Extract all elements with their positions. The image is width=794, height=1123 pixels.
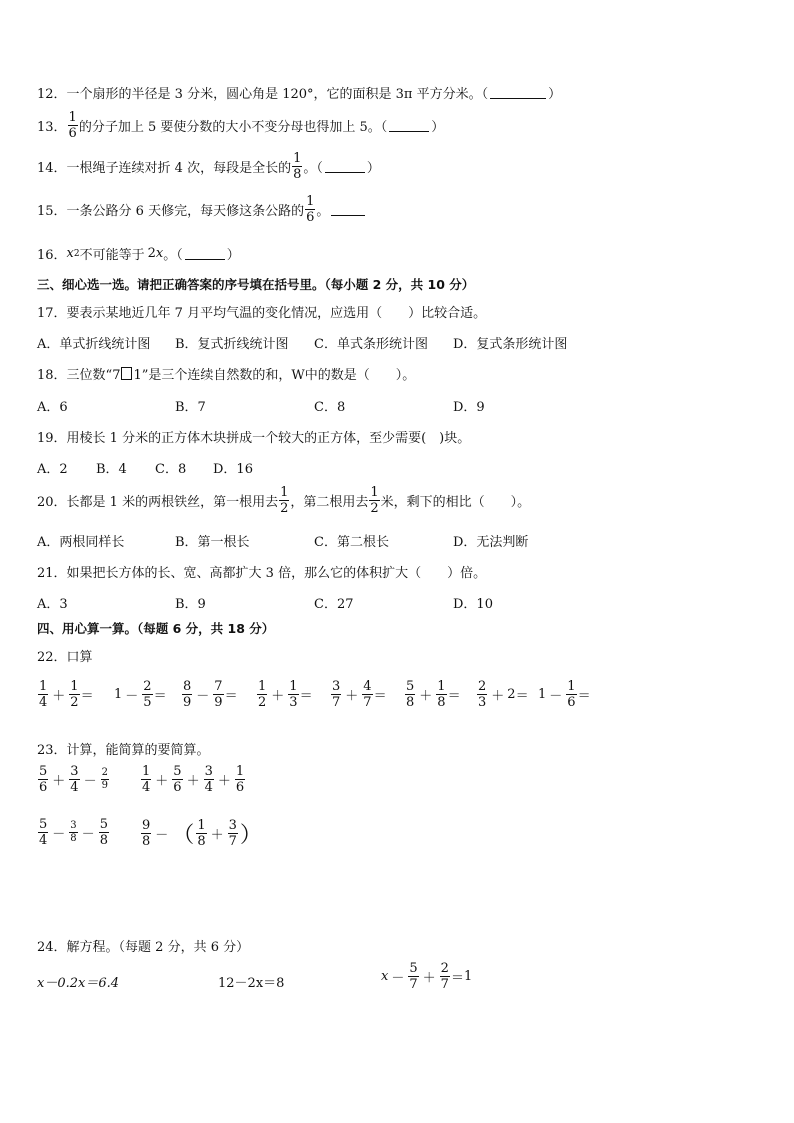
question-20: [37, 486, 530, 515]
q21-option-d[interactable]: D．10: [453, 597, 493, 612]
q21-option-c[interactable]: C．27: [314, 597, 354, 612]
frac-denominator: 4: [39, 833, 48, 848]
q20-text-b: ，第二根用去: [290, 495, 369, 510]
math-token: ＝: [577, 689, 591, 704]
fraction: [566, 680, 576, 709]
q18-text-a: 18．三位数“7: [37, 368, 121, 383]
operator: －: [52, 827, 66, 842]
q24-equation-1: x－0.2x＝6.4: [37, 976, 120, 991]
operator: ＋: [419, 689, 433, 704]
q16-text: 不可能等于: [79, 248, 145, 263]
q23-expr-3: [37, 818, 110, 847]
q13-frac-den: 6: [68, 126, 77, 141]
operator: ＋: [271, 689, 285, 704]
q20-fraction-2: [369, 486, 379, 515]
frac-denominator: 6: [173, 780, 182, 795]
q22-expr-8: [538, 680, 591, 709]
frac-numerator: 1: [197, 818, 206, 833]
frac-numerator: 5: [173, 764, 182, 779]
fraction: [99, 818, 109, 847]
box-placeholder-icon: [121, 367, 132, 380]
q17-option-d[interactable]: D．复式条形统计图: [453, 337, 568, 352]
frac-denominator: 8: [406, 695, 415, 710]
q19-option-a[interactable]: A．2: [37, 462, 68, 477]
fraction: [408, 962, 418, 991]
q20-text-a: 20．长都是 1 米的两根铁丝，第一根用去: [37, 495, 279, 510]
q14-close: ）: [366, 161, 380, 176]
operator: －: [125, 689, 139, 704]
q22-expr-6: [404, 680, 461, 709]
operator: －: [155, 828, 169, 843]
q21-text: 21．如果把长方体的长、宽、高都扩大 3 倍，那么它的体积扩大（ ）倍。: [37, 566, 487, 581]
frac-numerator: 2: [143, 679, 152, 694]
question-19: [37, 427, 470, 446]
q16-two: 2: [147, 246, 156, 261]
parenthesis: （: [172, 823, 195, 848]
q16-answer-blank[interactable]: [185, 247, 225, 260]
frac-denominator: 7: [363, 695, 372, 710]
frac-denominator: 4: [70, 780, 79, 795]
fraction: [101, 768, 109, 791]
q20-text-c: 米，剩下的相比（ ）。: [380, 495, 531, 510]
fraction: [141, 819, 151, 848]
q22-expr-5: [330, 680, 387, 709]
frac-numerator: 1: [289, 679, 298, 694]
fraction: [69, 765, 79, 794]
frac-denominator: 2: [70, 695, 79, 710]
q22-expr-4: [256, 680, 313, 709]
question-16: [37, 244, 240, 263]
fraction: [228, 819, 238, 848]
operator: ＋: [217, 774, 231, 789]
frac-numerator: 3: [70, 764, 79, 779]
frac-denominator: 2: [258, 695, 267, 710]
math-token: x: [381, 969, 389, 984]
q21-option-a[interactable]: A．3: [37, 597, 68, 612]
fraction: [141, 765, 151, 794]
q15-answer-blank[interactable]: [331, 203, 365, 216]
q17-option-c[interactable]: C．单式条形统计图: [314, 337, 428, 352]
q13-number: 13．: [37, 120, 67, 135]
question-21: [37, 562, 486, 581]
q15-frac-den: 6: [306, 210, 315, 225]
question-15: [37, 195, 367, 224]
fraction: [213, 680, 223, 709]
q18-option-c[interactable]: C．8: [314, 400, 346, 415]
frac-numerator: 1: [70, 679, 79, 694]
fraction: [204, 765, 214, 794]
fraction: [38, 818, 48, 847]
frac-denominator: 9: [183, 695, 192, 710]
fraction: [38, 765, 48, 794]
frac-numerator: 5: [39, 764, 48, 779]
q12-close: ）: [548, 87, 562, 102]
operator: ＋: [186, 774, 200, 789]
operator: －: [81, 827, 95, 842]
q14-fraction: [292, 152, 302, 181]
frac-denominator: 4: [204, 780, 213, 795]
q20-frac1-den: 2: [280, 501, 289, 516]
math-token: 1: [463, 969, 473, 984]
q17-text: 17．要表示某地近几年 7 月平均气温的变化情况，应选用（ ）比较合适。: [37, 306, 487, 321]
fraction: [235, 765, 245, 794]
q14-text: 14．一根绳子连续对折 4 次，每段是全长的: [37, 161, 292, 176]
q23-expr-4: [140, 818, 263, 849]
q20-option-c[interactable]: C．第二根长: [314, 535, 389, 550]
q14-answer-blank[interactable]: [325, 160, 365, 173]
q15-after: 。: [316, 204, 330, 219]
operator: ＋: [210, 828, 224, 843]
math-token: 2: [507, 687, 516, 702]
frac-denominator: 7: [409, 977, 418, 992]
question-14: [37, 152, 380, 181]
frac-numerator: 8: [183, 679, 192, 694]
q15-fraction: [305, 195, 315, 224]
fraction: [196, 819, 206, 848]
operator: ＋: [52, 689, 66, 704]
frac-numerator: 1: [437, 679, 446, 694]
frac-denominator: 3: [289, 695, 298, 710]
frac-denominator: 8: [99, 833, 108, 848]
q22-expr-2: [114, 680, 167, 709]
math-token: ＝: [224, 689, 238, 704]
frac-numerator: 3: [70, 820, 77, 831]
frac-numerator: 2: [101, 767, 108, 778]
math-token: ＝: [153, 689, 167, 704]
q13-frac-num: 1: [68, 110, 77, 125]
operator: －: [391, 971, 405, 986]
question-12: [37, 83, 561, 102]
q20-option-d[interactable]: D．无法判断: [453, 535, 529, 550]
fraction: [142, 680, 152, 709]
frac-denominator: 8: [142, 834, 151, 849]
q18-text-b: 1”是三个连续自然数的和，W中的数是（ ）。: [133, 368, 416, 383]
question-24-title: 24．解方程。（每题 2 分，共 6 分）: [37, 940, 250, 955]
q13-close: ）: [431, 120, 445, 135]
frac-denominator: 4: [39, 695, 48, 710]
q24-equation-3: [381, 962, 472, 991]
fraction: [69, 821, 77, 844]
fraction: [440, 962, 450, 991]
q22-expr-3: [181, 680, 238, 709]
q19-option-c[interactable]: C．8: [155, 462, 187, 477]
math-token: 1: [538, 687, 547, 702]
fraction: [38, 680, 48, 709]
fraction: [288, 680, 298, 709]
fraction: [172, 765, 182, 794]
frac-denominator: 6: [39, 780, 48, 795]
question-17: [37, 302, 486, 321]
frac-numerator: 1: [235, 764, 245, 779]
q17-option-b[interactable]: B．复式折线统计图: [175, 337, 289, 352]
frac-numerator: 5: [409, 961, 418, 976]
fraction: [436, 680, 446, 709]
fraction: [405, 680, 415, 709]
q19-text: 19．用棱长 1 分米的正方体木块拼成一个较大的正方体，至少需要( )块。: [37, 431, 471, 446]
q20-frac2-den: 2: [370, 501, 379, 516]
frac-denominator: 4: [142, 780, 151, 795]
q15-text: 15．一条公路分 6 天修完，每天修这条公路的: [37, 204, 305, 219]
q14-frac-num: 1: [293, 151, 302, 166]
frac-numerator: 1: [567, 679, 576, 694]
frac-denominator: 3: [478, 695, 487, 710]
frac-denominator: 6: [567, 695, 576, 710]
q18-option-d[interactable]: D．9: [453, 400, 485, 415]
math-token: ＝: [80, 689, 94, 704]
frac-numerator: 1: [258, 679, 267, 694]
q16-exponent: 2: [73, 248, 80, 259]
q22-expr-1: [37, 680, 94, 709]
frac-denominator: 8: [437, 695, 446, 710]
q16-x2: x: [155, 246, 164, 261]
q23-expr-2: [140, 765, 246, 794]
frac-numerator: 3: [204, 764, 213, 779]
operator: ＋: [155, 774, 169, 789]
operator: ＋: [491, 689, 505, 704]
q20-option-a[interactable]: A．两根同样长: [37, 535, 125, 550]
frac-denominator: 7: [332, 695, 341, 710]
parenthesis: ）: [239, 823, 262, 848]
q22-expr-7: [476, 680, 529, 709]
q13-answer-blank[interactable]: [389, 119, 429, 132]
q15-frac-num: 1: [306, 194, 315, 209]
operator: －: [549, 689, 563, 704]
frac-numerator: 3: [228, 818, 237, 833]
operator: ＋: [345, 689, 359, 704]
math-token: 1: [114, 687, 123, 702]
q23-expr-1: [37, 765, 110, 794]
q13-fraction: [68, 111, 78, 140]
q13-text: 的分子加上 5 要使分数的大小不变分母也得加上 5。（: [78, 120, 388, 135]
frac-numerator: 5: [406, 679, 415, 694]
section-3-heading: 三、细心选一选。请把正确答案的序号填在括号里。（每小题 2 分，共 10 分）: [37, 277, 475, 292]
frac-numerator: 4: [363, 679, 372, 694]
frac-numerator: 7: [214, 679, 223, 694]
frac-denominator: 7: [228, 834, 237, 849]
frac-denominator: 8: [197, 834, 206, 849]
fraction: [477, 680, 487, 709]
frac-denominator: 7: [440, 977, 449, 992]
q19-option-d[interactable]: D．16: [213, 462, 253, 477]
fraction: [362, 680, 372, 709]
q12-answer-blank[interactable]: [490, 86, 546, 99]
section-4-heading: 四、用心算一算。（每题 6 分，共 18 分）: [37, 621, 275, 636]
q19-option-b[interactable]: B．4: [96, 462, 127, 477]
q24-equation-2: 12－2x＝8: [218, 976, 285, 991]
frac-denominator: 9: [101, 780, 108, 791]
frac-num: 1: [39, 679, 48, 694]
q16-close: ）: [226, 248, 240, 263]
q14-frac-den: 8: [293, 167, 302, 182]
math-token: ＝: [373, 689, 387, 704]
frac-numerator: 1: [142, 764, 151, 779]
fraction: [69, 680, 79, 709]
q20-fraction-1: [279, 486, 289, 515]
frac-numerator: 9: [142, 818, 151, 833]
q12-text: 12．一个扇形的半径是 3 分米，圆心角是 120°，它的面积是 3π 平方分米。（: [37, 87, 489, 102]
q16-after: 。（: [163, 248, 183, 263]
operator: ＋: [422, 971, 436, 986]
q18-option-b[interactable]: B．7: [175, 400, 206, 415]
frac-denominator: 9: [214, 695, 223, 710]
q20-frac2-num: 1: [370, 485, 379, 500]
fraction: [257, 680, 267, 709]
frac-numerator: 5: [99, 817, 108, 832]
frac-denominator: 6: [235, 780, 245, 795]
math-token: ＝: [447, 689, 461, 704]
q20-option-b[interactable]: B．第一根长: [175, 535, 250, 550]
q16-x: x: [66, 246, 74, 261]
operator: －: [83, 774, 97, 789]
q18-option-a[interactable]: A．6: [37, 400, 68, 415]
q20-frac1-num: 1: [280, 485, 289, 500]
operator: －: [196, 689, 210, 704]
question-23-title: 23．计算，能简算的要简算。: [37, 743, 210, 758]
q14-after: 。（: [303, 161, 323, 176]
question-13: [37, 111, 444, 140]
frac-denominator: 8: [70, 833, 77, 844]
frac-denominator: 5: [143, 695, 152, 710]
q16-number: 16．: [37, 248, 67, 263]
question-18: [37, 364, 415, 383]
frac-numerator: 2: [478, 679, 487, 694]
q17-option-a[interactable]: A．单式折线统计图: [37, 337, 151, 352]
math-token: ＝: [450, 971, 464, 986]
frac-numerator: 2: [440, 961, 449, 976]
operator: ＋: [52, 774, 66, 789]
fraction: [331, 680, 341, 709]
frac-numerator: 5: [39, 817, 48, 832]
fraction: [182, 680, 192, 709]
frac-numerator: 3: [332, 679, 341, 694]
math-token: ＝: [515, 689, 529, 704]
math-token: ＝: [299, 689, 313, 704]
q21-option-b[interactable]: B．9: [175, 597, 206, 612]
question-22-title: 22．口算: [37, 650, 93, 665]
